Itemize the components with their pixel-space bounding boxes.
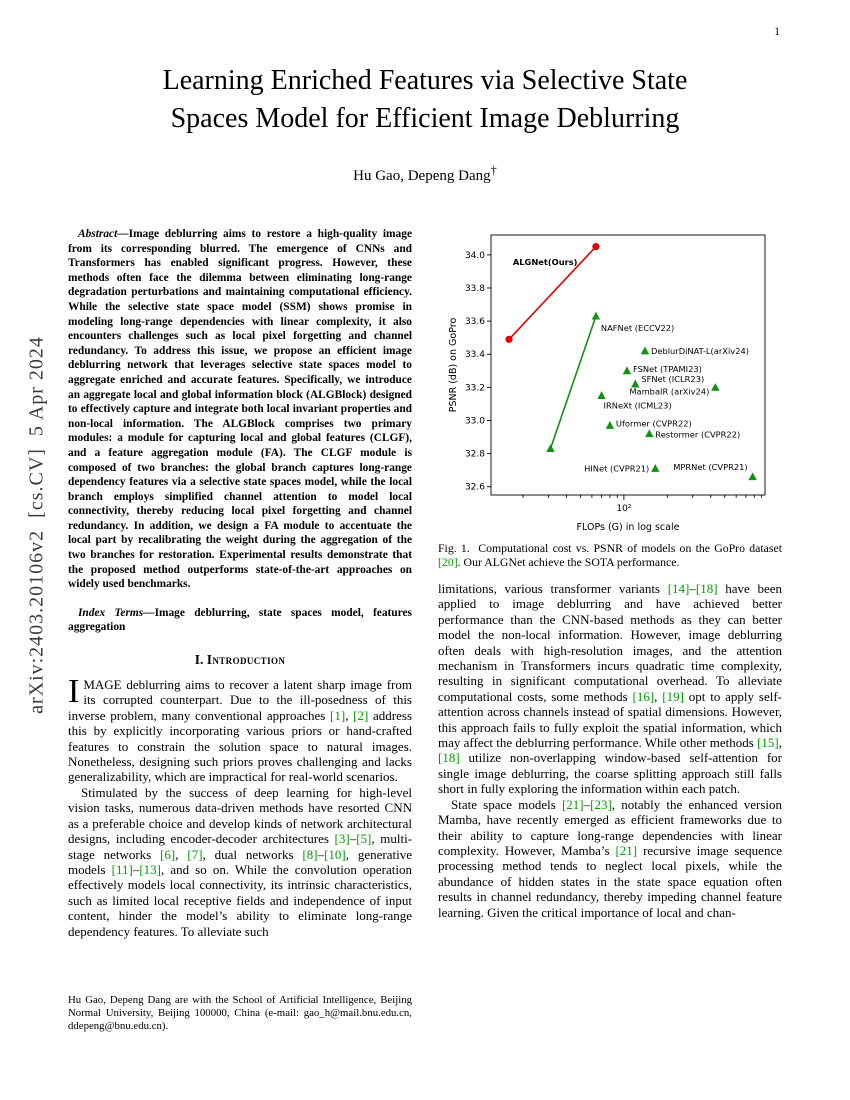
citation-link[interactable]: [11] [111,861,133,877]
svg-text:NAFNet (ECCV22): NAFNet (ECCV22) [600,323,675,334]
figure-1 [438,227,782,569]
svg-text:33.8: 33.8 [464,283,485,294]
citation-link[interactable]: [18] [695,581,718,596]
body-paragraph-limitations: limitations, various transformer variants [14]–[18] have been applied to image deblurring and have achieved better performance than the CNN-based methods as they can better model the non-local information. However, image deblurring often deals with high-resolution images, and the attention mechanism in Transformers incurs quadratic time complexity, resulting in significant computational overhead. To alleviate computational costs, some methods [16], [19] opt to apply self-attention across channels instead of spatial dimensions. However, this approach fails to fully exploit the spatial information, which may affect the deblurring performance. While other methods [15], [18] utilize non-overlapping window-based self-attention for single image deblurring, the coarse splitting approach still falls short in fully exploring the information within each patch. [438,581,782,797]
citation-link[interactable]: [5] [356,831,372,847]
citation-link[interactable]: [21] [615,842,638,858]
citation-link[interactable]: [3] [334,831,350,847]
citation-link[interactable]: [8] [302,846,318,862]
citation-link[interactable]: [20] [438,555,458,569]
paper-title-line1: Learning Enriched Features via Selective State [162,65,688,96]
author-dagger-mark: † [490,163,497,177]
svg-text:FLOPs (G) in log scale: FLOPs (G) in log scale [576,522,680,533]
svg-text:ALGNet(Ours): ALGNet(Ours) [512,256,578,267]
paper-authors [0,163,850,185]
citation-link[interactable]: [6] [160,846,176,862]
svg-text:IRNeXt (ICML23): IRNeXt (ICML23) [603,400,672,411]
abstract-lead: Abstract— [78,228,129,240]
index-terms-lead: Index Terms— [78,606,155,619]
citation-link[interactable]: [1] [330,707,346,723]
citation-link[interactable]: [23] [590,796,612,812]
citation-link[interactable]: [14] [667,581,690,596]
right-column [438,227,782,1035]
paper-title [105,62,745,138]
left-column [68,227,412,1035]
svg-text:32.8: 32.8 [464,449,485,460]
citation-link[interactable]: [19] [662,688,684,704]
abstract-paragraph [68,227,412,592]
index-terms-paragraph [68,606,412,635]
figure-1-chart [438,227,782,535]
svg-text:33.2: 33.2 [464,383,485,394]
page-number: 1 [774,26,780,38]
citation-link[interactable]: [2] [353,707,369,723]
figure-1-plot [445,227,775,535]
svg-text:33.6: 33.6 [464,317,485,328]
figure-1-caption-label: Fig. 1. [438,541,470,555]
arxiv-stamp: arXiv:2403.20106v2 [cs.CV] 5 Apr 2024 [25,336,48,714]
svg-text:10²: 10² [616,504,632,514]
svg-text:MambaIR (arXiv24): MambaIR (arXiv24) [629,386,710,397]
citation-link[interactable]: [13] [139,861,161,877]
citation-link[interactable]: [21] [561,796,584,812]
svg-text:Uformer (CVPR22): Uformer (CVPR22) [615,418,692,429]
svg-text:FSNet (TPAMI23): FSNet (TPAMI23) [632,363,702,374]
citation-link[interactable]: [16] [632,688,655,704]
intro-paragraph-1-text: MAGE deblurring aims to recover a latent sharp image from its corrupted counterpart. Due to the ill-posedness of this inverse problem, many conventional approaches [1], [2] address this by explicitly incorporating various priors or hand-crafted features to constrain the solution space to natural images. Nonetheless, designing such priors proves challenging and lacks generalizability, which are impractical for real-world scenarios. [68,677,412,785]
section-title: Introduction [206,652,286,668]
figure-1-caption-text: Computational cost vs. PSNR of models on the GoPro dataset [20]. Our ALGNet achieve the SOTA performance. [438,541,782,569]
svg-text:MPRNet (CVPR21): MPRNet (CVPR21) [673,461,748,472]
dropcap-initial: I [68,673,80,711]
section-number: I. [194,652,204,668]
paper-title-line2: Spaces Model for Efficient Image Deblurring [170,103,680,134]
citation-link[interactable]: [15] [757,735,779,751]
svg-text:32.6: 32.6 [464,482,485,493]
svg-text:33.0: 33.0 [464,416,485,427]
author-names: Hu Gao, Depeng Dang [353,168,491,184]
index-terms-text: Image deblurring, state spaces model, features aggregation [68,606,412,634]
citation-link[interactable]: [18] [438,750,460,766]
svg-text:Restormer (CVPR22): Restormer (CVPR22) [655,429,741,440]
intro-paragraph-1 [68,673,412,785]
intro-paragraph-2: Stimulated by the success of deep learning for high-level vision tasks, numerous data-driven methods have resorted CNN as a preferable choice and develop kinds of network architectural designs, including encoder-decoder architectures [3]–[5], multi-stage networks [6], [7], dual networks [8]–[10], generative models [11]–[13], and so on. While the convolution operation effectively models local connectivity, its intrinsic characteristics, such as limited local receptive fields and independence of input content, hinder the model’s ability to eliminate long-range dependency features. To alleviate such [68,784,412,939]
footnote-author-affiliation: Hu Gao, Depeng Dang are with the School of Artificial Intelligence, Beijing Normal University, Beijing 100000, China (e-mail: gao_h@mail.bnu.edu.cn, ddepeng@bnu.edu.cn). [68,994,412,1033]
svg-text:34.0: 34.0 [464,250,485,261]
abstract-text: Image deblurring aims to restore a high-quality image from its corresponding blurred. The emergence of CNNs and Transformers has enabled significant progress. However, these methods often face the dilemma between eliminating long-range degradation perturbations and maintaining computational efficiency. While the selective state space model (SSM) shows promise in modeling long-range dependencies with linear complexity, it also encounters challenges such as local pixel forgetting and channel redundancy. To address this issue, we propose an efficient image deblurring network that leverages selective state spaces model to aggregate enriched and accurate features. Specifically, we introduce an aggregate local and global information block (ALGBlock) designed to effectively capture and integrate both local invariant properties and non-local information. The ALGBlock comprises two primary modules: a module for capturing local and global features (CLGF), and a feature aggregation module (FA). The CLGF module is composed of two branches: the global branch captures long-range dependency features via a selective state spaces model, while the local branch employs simplified channel attention to model local connectivity, thereby reducing local pixel forgetting and channel redundancy. In addition, we design a FA module to accentuate the local part by recalibrating the weight during the aggregation of the two branches for restoration. Experimental results demonstrate that the proposed method outperforms state-of-the-art approaches on widely used benchmarks. [68,228,412,591]
section-heading-introduction [68,652,412,668]
svg-text:SFNet (ICLR23): SFNet (ICLR23) [641,374,705,385]
body-paragraph-state-space: State space models [21]–[23], notably the enhanced version Mamba, have recently emerged as efficient frameworks due to their ability to capture long-range dependencies with linear complexity. However, Mamba’s [21] recursive image sequence processing method tends to neglect local pixels, while the abundance of hidden states in the state space equation often results in channel redundancy, thereby impeding channel feature learning. Given the critical importance of local and chan- [438,796,782,920]
figure-1-caption [438,541,782,569]
citation-link[interactable]: [10] [324,846,346,862]
svg-text:PSNR (dB) on GoPro: PSNR (dB) on GoPro [448,317,459,413]
citation-link[interactable]: [7] [187,846,203,862]
svg-text:DeblurDiNAT-L(arXiv24): DeblurDiNAT-L(arXiv24) [650,345,749,356]
svg-text:33.4: 33.4 [464,350,485,361]
svg-text:HINet (CVPR21): HINet (CVPR21) [584,463,650,474]
two-column-body [68,227,782,1035]
